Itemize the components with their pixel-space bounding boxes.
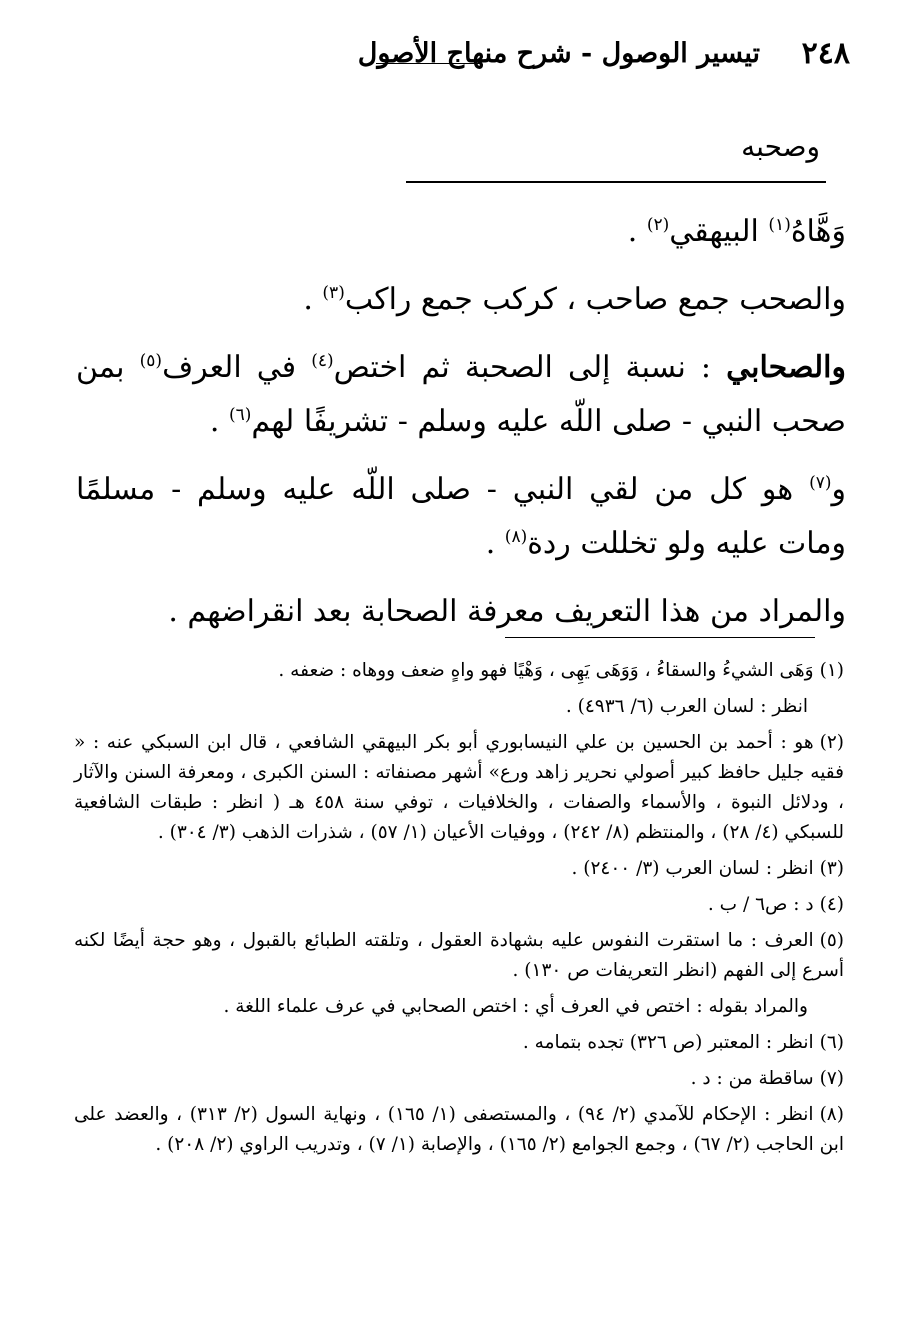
footnote-ref-2: (٢) [646, 215, 670, 235]
footnote-ref-5: (٥) [139, 351, 163, 371]
footnote-number: (٢) [819, 732, 844, 753]
footnote-8 [74, 1100, 844, 1160]
paragraph-5 [76, 585, 846, 639]
header-rule [376, 63, 482, 64]
footnote-ref-3: (٣) [322, 283, 345, 303]
carry-over-word: وصحبه [741, 130, 820, 163]
footnote-number: (٥) [819, 930, 844, 951]
footnote-7 [74, 1064, 844, 1094]
footnote-text: وَهَى الشيءُ والسقاءُ ، وَوَهَى يَهِى ، وَهْيًا فهو واهٍ ضعف ووهاه : ضعفه . [278, 660, 814, 681]
paragraph-4-part-b: هو كل من لقي النبي - صلى اللّه عليه وسلم - مسلمًا ومات عليه ولو تخللت ردة [76, 472, 846, 561]
carry-over-rule [406, 181, 826, 183]
footnote-4 [74, 890, 844, 920]
footnote-1-reference: انظر : لسان العرب (٦/ ٤٩٣٦) . [565, 696, 808, 717]
paragraph-3 [76, 341, 846, 449]
page-number: ٢٤٨ [801, 36, 850, 71]
footnote-number: (٨) [819, 1104, 844, 1125]
period: . [485, 526, 505, 561]
footnote-text: العرف : ما استقرت النفوس عليه بشهادة العقول ، وتلقته الطبائع بالقبول ، وهو حجة أيضًا لكنه أسرع إلى الفهم (انظر التعريفات ص ١٣٠) . [74, 930, 844, 981]
paragraph-4-part-a: و [831, 472, 846, 507]
footnote-number: (٧) [819, 1068, 844, 1089]
footnote-ref-6: (٦) [228, 405, 252, 425]
footnote-number: (٦) [819, 1032, 844, 1053]
footnotes [74, 656, 844, 1166]
term-sahabi: والصحابي [726, 350, 846, 385]
main-text [76, 205, 846, 653]
footnote-5 [74, 926, 844, 986]
paragraph-2 [76, 273, 846, 327]
footnote-separator [505, 637, 815, 638]
word-wahhahu: وَهَّاهُ [790, 214, 846, 249]
footnote-6 [74, 1028, 844, 1058]
footnote-5-continuation: والمراد بقوله : اختص في العرف أي : اختص الصحابي في عرف علماء اللغة . [223, 996, 808, 1017]
paragraph-5-text: والمراد من هذا التعريف معرفة الصحابة بعد انقراضهم . [168, 594, 846, 629]
footnote-ref-8: (٨) [504, 527, 528, 547]
footnote-ref-1: (١) [768, 215, 791, 235]
footnote-number: (١) [819, 660, 844, 681]
paragraph-3-part-b: في العرف [162, 350, 312, 385]
page-header [70, 34, 850, 84]
footnote-1 [74, 656, 844, 686]
footnote-text: انظر : لسان العرب (٣/ ٢٤٠٠) . [571, 858, 814, 879]
footnote-text: د : ص٦ / ب . [707, 894, 814, 915]
paragraph-1 [76, 205, 846, 259]
footnote-3 [74, 854, 844, 884]
running-title: تيسير الوصول - شرح منهاج الأصول [357, 38, 760, 69]
paragraph-2-text: والصحب جمع صاحب ، كركب جمع راكب [344, 282, 846, 317]
period: . [303, 282, 323, 317]
footnote-2 [74, 728, 844, 848]
word-bayhaqi: البيهقي [669, 214, 769, 249]
paragraph-4 [76, 463, 846, 571]
footnote-number: (٤) [819, 894, 844, 915]
footnote-text: هو : أحمد بن الحسين بن علي النيسابوري أبو بكر البيهقي الشافعي ، قال ابن السبكي عنه : « فقيه جليل حافظ كبير أصولي نحرير زاهد ورع» أشهر مصنفاته : السنن الكبرى ، ومعرفة السنن والآثار ، ودلائل النبوة ، والأسماء والصفات ، والخلافيات ، توفي سنة ٤٥٨ هـ ( انظر : طبقات الشافعية للسبكي (٤/ ٢٨) ، والمنتظم (٨/ ٢٤٢) ، ووفيات الأعيان (١/ ٥٧) ، شذرات الذهب (٣/ ٣٠٤) . [74, 732, 844, 843]
footnote-text: انظر : المعتبر (ص ٣٢٦) تجده بتمامه . [522, 1032, 814, 1053]
footnote-ref-7: (٧) [809, 473, 832, 493]
period: . [209, 404, 229, 439]
paragraph-3-part-a: : نسبة إلى الصحبة ثم اختص [333, 350, 727, 385]
footnote-number: (٣) [819, 858, 844, 879]
footnote-text: انظر : الإحكام للآمدي (٢/ ٩٤) ، والمستصفى (١/ ١٦٥) ، ونهاية السول (٢/ ٣١٣) ، والعضد على ابن الحاجب (٢/ ٦٧) ، وجمع الجوامع (٢/ ١٦٥) ، والإصابة (١/ ٧) ، وتدريب الراوي (٢/ ٢٠٨) . [74, 1104, 844, 1155]
paragraph-3-part-c: بمن صحب النبي - صلى اللّه عليه وسلم - تشريفًا لهم [76, 350, 846, 439]
footnote-text: ساقطة من : د . [690, 1068, 814, 1089]
footnote-ref-4: (٤) [311, 351, 334, 371]
period: . [627, 214, 647, 249]
